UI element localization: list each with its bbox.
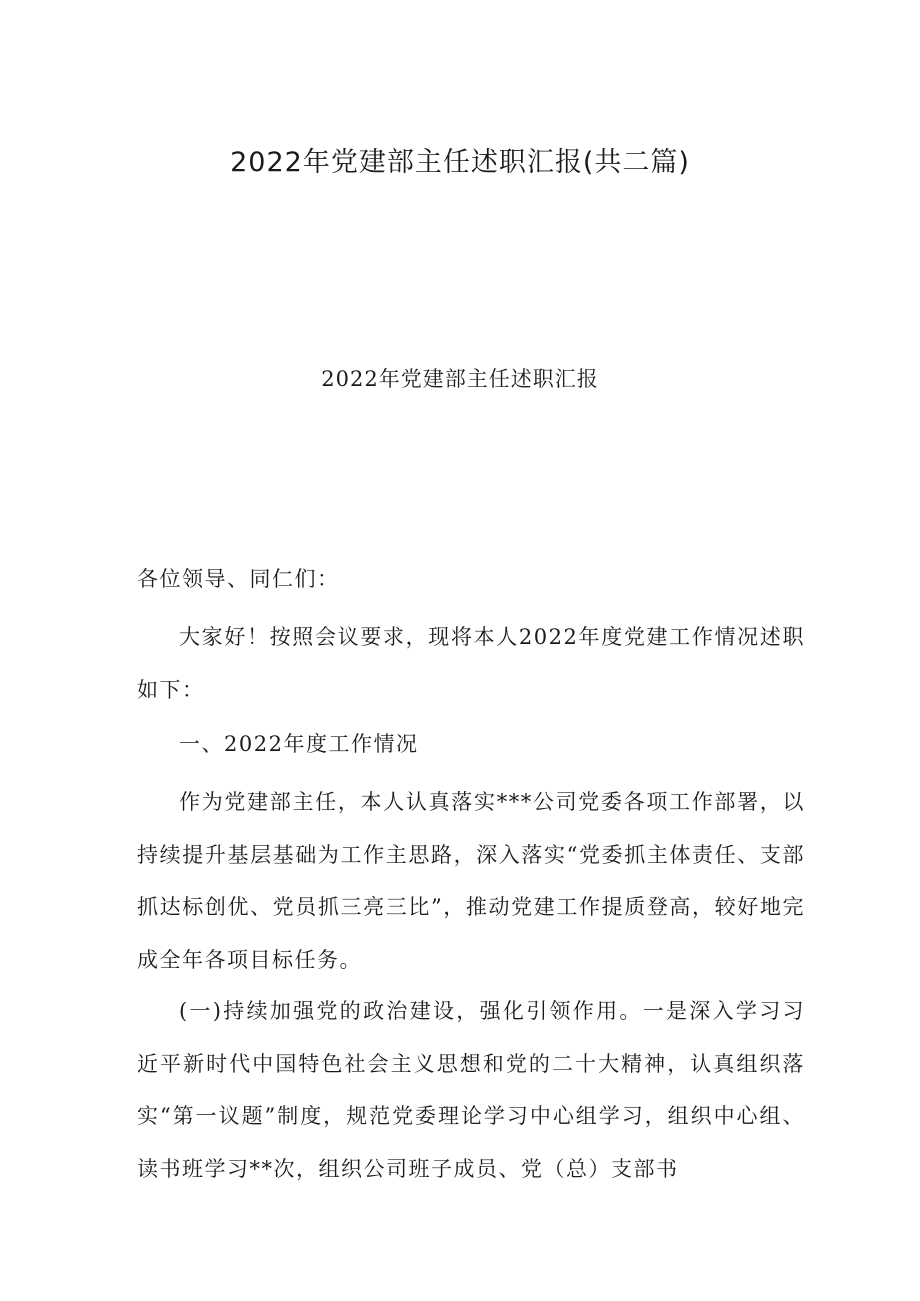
paragraph-political-building (137, 985, 805, 1195)
paragraph-text: 大家好！按照会议要求，现将本人2022年度党建工作情况述职如下： (137, 625, 805, 702)
paragraph-intro (137, 611, 805, 716)
paragraph-text: (一)持续加强党的政治建设，强化引领作用。一是深入学习习近平新时代中国特色社会主义思想和党的二十大精神，认真组织落实“第一议题”制度，规范党委理论学习中心组学习，组织中心组、读书班学习**次，组织公司班子成员、党（总）支部书 (137, 999, 805, 1181)
section-heading-text: 一、2022年度工作情况 (179, 732, 419, 756)
document-subtitle: 2022年党建部主任述职汇报 (321, 367, 599, 391)
paragraph-summary (137, 776, 805, 986)
paragraph-text: 作为党建部主任，本人认真落实***公司党委各项工作部署，以持续提升基层基础为工作主思路，深入落实“党委抓主体责任、支部抓达标创优、党员抓三亮三比”，推动党建工作提质登高，较好地完成全年各项目标任务。 (137, 790, 805, 972)
salutation: 各位领导、同仁们： (137, 567, 340, 591)
section-heading (137, 718, 805, 771)
document-title: 2022年党建部主任述职汇报(共二篇) (230, 147, 690, 178)
